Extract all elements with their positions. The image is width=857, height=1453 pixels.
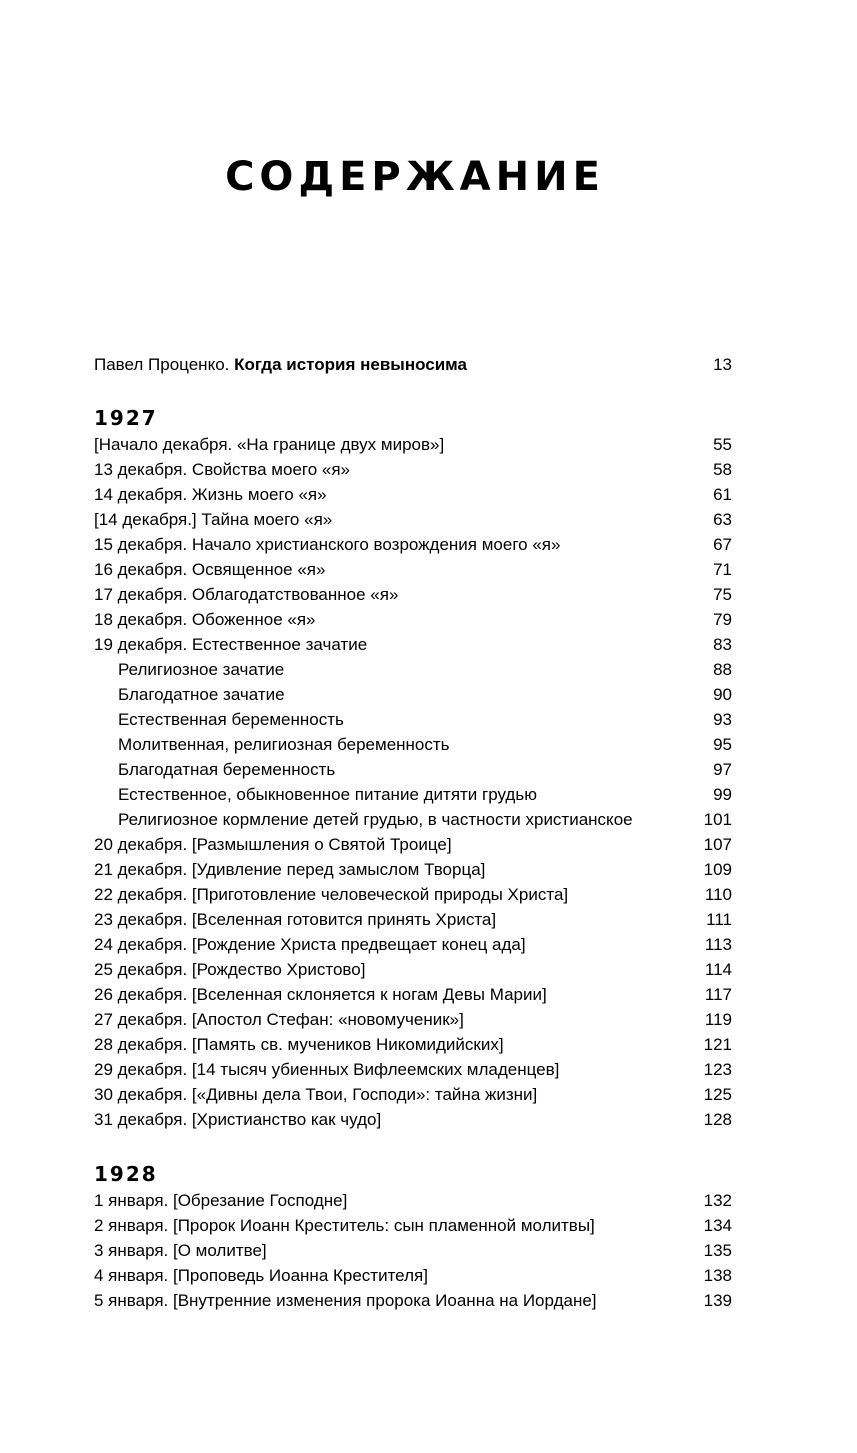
toc-subentry — [94, 732, 732, 757]
toc-entry — [94, 957, 732, 982]
toc-entry — [94, 582, 732, 607]
toc-entry — [94, 507, 732, 532]
toc-entry — [94, 1188, 732, 1213]
toc-entry — [94, 982, 732, 1007]
toc-entry-page: 119 — [704, 1010, 732, 1029]
toc-entry-page: 13 — [713, 355, 732, 374]
toc-entry-title: 17 декабря. Облагодатствованное «я» — [94, 585, 399, 604]
toc-entry-page: 109 — [703, 860, 732, 879]
toc-entry — [94, 1263, 732, 1288]
toc-entry-title: 5 января. [Внутренние изменения пророка Иоанна на Иордане] — [94, 1291, 597, 1310]
toc-entry-title: 23 декабря. [Вселенная готовится принять Христа] — [94, 910, 497, 929]
toc-entry-title: 18 декабря. Обоженное «я» — [94, 610, 316, 629]
toc-entry-page: 138 — [703, 1266, 732, 1285]
toc-entry-page: 95 — [713, 735, 732, 754]
toc-entry-page: 114 — [704, 960, 732, 979]
toc-entry-page: 79 — [713, 610, 732, 629]
toc-entry-page: 97 — [713, 760, 732, 779]
toc-entry — [94, 1288, 732, 1313]
toc-entry-title — [94, 352, 732, 377]
toc-subentry — [94, 807, 732, 832]
toc-entry-title: 14 декабря. Жизнь моего «я» — [94, 485, 327, 504]
toc-entry — [94, 457, 732, 482]
toc-entry — [94, 907, 732, 932]
toc-entry — [94, 557, 732, 582]
toc-entry-page: 63 — [713, 510, 732, 529]
toc-entry-title: 24 декабря. [Рождение Христа предвещает конец ада] — [94, 935, 526, 954]
toc-entry — [94, 857, 732, 882]
toc-entry-page: 93 — [713, 710, 732, 729]
toc-entry-page: 58 — [713, 460, 732, 479]
toc-subentry — [94, 682, 732, 707]
toc-entry-title: 13 декабря. Свойства моего «я» — [94, 460, 351, 479]
toc-entry-title: 2 января. [Пророк Иоанн Креститель: сын пламенной молитвы] — [94, 1216, 595, 1235]
toc-entry-title: 22 декабря. [Приготовление человеческой природы Христа] — [94, 885, 569, 904]
toc-entry-page: 121 — [703, 1035, 732, 1054]
toc-entry — [94, 1082, 732, 1107]
toc-entry-page: 139 — [703, 1291, 732, 1310]
toc-entry-title: Естественная беременность — [118, 710, 344, 729]
toc-entry-title: Религиозное кормление детей грудью, в частности христианское — [118, 810, 633, 829]
toc-entry — [94, 1032, 732, 1057]
toc-subentry — [94, 757, 732, 782]
section-year-heading: 1927 — [94, 406, 158, 430]
toc-entry-page: 113 — [704, 935, 732, 954]
toc-entry-page: 83 — [713, 635, 732, 654]
toc-entry-page: 107 — [703, 835, 732, 854]
toc-entry-page: 125 — [703, 1085, 732, 1104]
toc-entry — [94, 432, 732, 457]
toc-entry — [94, 1007, 732, 1032]
toc-entry — [94, 1057, 732, 1082]
table-of-contents — [94, 352, 732, 1313]
toc-entry — [94, 632, 732, 657]
toc-entry-page: 71 — [713, 560, 732, 579]
toc-entry-page: 99 — [713, 785, 732, 804]
toc-entry-page: 75 — [713, 585, 732, 604]
toc-entry-page: 128 — [703, 1110, 732, 1129]
toc-entry-title: 3 января. [О молитве] — [94, 1241, 267, 1260]
toc-intro-entry — [94, 352, 732, 377]
toc-entry-title: 27 декабря. [Апостол Стефан: «новомученик»] — [94, 1010, 464, 1029]
toc-entry — [94, 1107, 732, 1132]
toc-entry-title: 19 декабря. Естественное зачатие — [94, 635, 368, 654]
toc-entry-page: 88 — [713, 660, 732, 679]
toc-entry — [94, 882, 732, 907]
toc-entry-page: 61 — [713, 485, 732, 504]
intro-author: Павел Проценко. — [94, 355, 235, 374]
toc-entry-page: 135 — [703, 1241, 732, 1260]
section-year-heading: 1928 — [94, 1162, 158, 1186]
toc-entry-title: 4 января. [Проповедь Иоанна Крестителя] — [94, 1266, 428, 1285]
toc-entry-title: 26 декабря. [Вселенная склоняется к ногам Девы Марии] — [94, 985, 547, 1004]
toc-entry-title: 1 января. [Обрезание Господне] — [94, 1191, 348, 1210]
toc-entry-title: Благодатное зачатие — [118, 685, 285, 704]
toc-entry-title: [14 декабря.] Тайна моего «я» — [94, 510, 333, 529]
page-title: СОДЕРЖАНИЕ — [225, 154, 605, 200]
toc-entry — [94, 482, 732, 507]
toc-entry-page: 110 — [704, 885, 732, 904]
intro-title: Когда история невыносима — [234, 355, 467, 374]
toc-entry-title: Религиозное зачатие — [118, 660, 285, 679]
toc-entry-page: 67 — [713, 535, 732, 554]
toc-subentry — [94, 657, 732, 682]
toc-entry-title: 15 декабря. Начало христианского возрождения моего «я» — [94, 535, 561, 554]
toc-entry-title: 25 декабря. [Рождество Христово] — [94, 960, 366, 979]
toc-entry-title: Благодатная беременность — [118, 760, 336, 779]
toc-subentry — [94, 707, 732, 732]
toc-entry-title: 21 декабря. [Удивление перед замыслом Творца] — [94, 860, 486, 879]
toc-entry — [94, 832, 732, 857]
toc-entry — [94, 607, 732, 632]
toc-entry-title: 16 декабря. Освященное «я» — [94, 560, 326, 579]
toc-entry — [94, 1213, 732, 1238]
toc-entry-page: 90 — [713, 685, 732, 704]
toc-entry — [94, 932, 732, 957]
toc-entry-title: 30 декабря. [«Дивны дела Твои, Господи»: тайна жизни] — [94, 1085, 538, 1104]
toc-entry-page: 55 — [713, 435, 732, 454]
toc-entry-page: 117 — [704, 985, 732, 1004]
toc-entry-title: [Начало декабря. «На границе двух миров»] — [94, 435, 445, 454]
toc-entry-page: 111 — [706, 910, 732, 929]
toc-entry-title: 28 декабря. [Память св. мучеников Никомидийских] — [94, 1035, 504, 1054]
toc-entry-title: 31 декабря. [Христианство как чудо] — [94, 1110, 382, 1129]
toc-entry-title: 20 декабря. [Размышления о Святой Троице] — [94, 835, 452, 854]
toc-entry-page: 123 — [703, 1060, 732, 1079]
toc-entry-page: 132 — [703, 1191, 732, 1210]
toc-entry-page: 101 — [703, 810, 732, 829]
toc-entry-title: Молитвенная, религиозная беременность — [118, 735, 450, 754]
toc-entry — [94, 1238, 732, 1263]
toc-entry-title: Естественное, обыкновенное питание дитяти грудью — [118, 785, 537, 804]
toc-entry-page: 134 — [703, 1216, 732, 1235]
toc-entry — [94, 532, 732, 557]
toc-subentry — [94, 782, 732, 807]
toc-entry-title: 29 декабря. [14 тысяч убиенных Вифлеемских младенцев] — [94, 1060, 560, 1079]
